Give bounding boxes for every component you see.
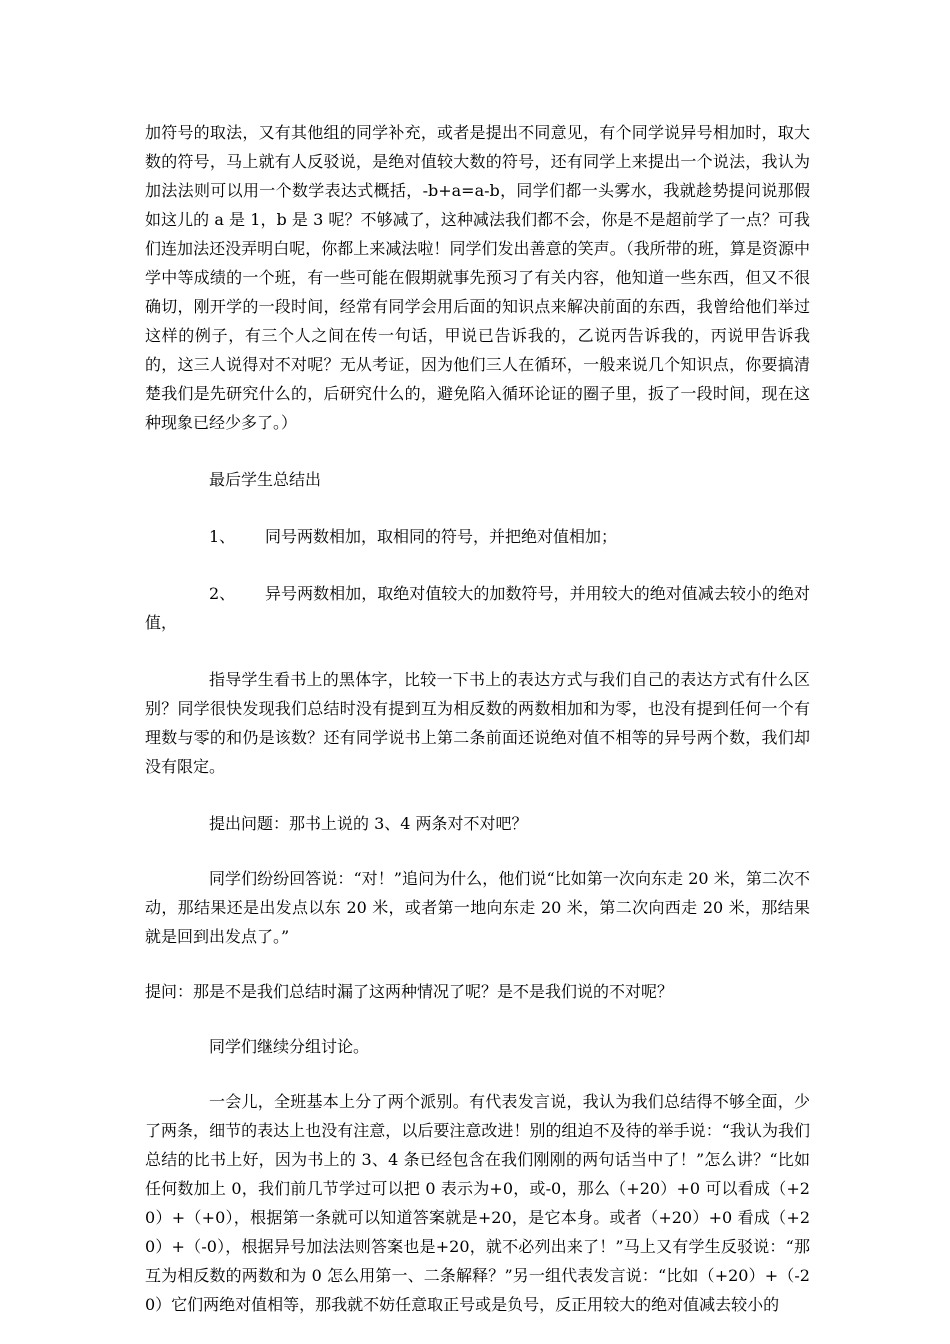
rule-item-1 (145, 522, 810, 551)
rule-number-1: 1、 (209, 527, 236, 546)
paragraph-debate: 一会儿，全班基本上分了两个派别。有代表发言说，我认为我们总结得不够全面，少了两条，细节的表达上也没有注意，以后要注意改进！别的组迫不及待的举手说：“我认为我们总结的比书上好，因为书上的 3、4 条已经包含在我们刚刚的两句话当中了！”怎么讲？“比如任何数加上 0，我们前几节学过可以把 0 表示为+0，或-0，那么（+20）+0 可以看成（+20）+（+0），根据第一条就可以知道答案就是+20，是它本身。或者（+20）+0 看成（+20）+（-0），根据异号加法法则答案也是+20，就不必列出来了！”马上又有学生反驳说：“那互为相反数的两数和为 0 怎么用第一、二条解释？”另一组代表发言说：“比如（+20）+（-20）它们两绝对值相等，那我就不妨任意取正号或是负号，反正用较大的绝对值减去较小的 (145, 1092, 810, 1314)
paragraph-group-discussion: 同学们继续分组讨论。 (209, 1037, 370, 1056)
document-page (145, 118, 810, 1319)
rule-number-2: 2、 (209, 584, 236, 603)
paragraph-textbook-comparison: 指导学生看书上的黑体字，比较一下书上的表达方式与我们自己的表达方式有什么区别？同学很快发现我们总结时没有提到互为相反数的两数相加和为零，也没有提到任何一个有理数与零的和仍是该数？还有同学说书上第二条前面还说绝对值不相等的异号两个数，我们却没有限定。 (145, 670, 810, 776)
paragraph-addition-sign-discussion: 加符号的取法，又有其他组的同学补充，或者是提出不同意见，有个同学说异号相加时，取大数的符号，马上就有人反驳说，是绝对值较大数的符号，还有同学上来提出一个说法，我认为加法法则可以用一个数学表达式概括，-b+a=a-b，同学们都一头雾水，我就趁势提问说那假如这儿的 a 是 1，b 是 3 呢？不够减了，这种减法我们都不会，你是不是超前学了一点？可我们连加法还没弄明白呢，你都上来减法啦！同学们发出善意的笑声。（我所带的班，算是资源中学中等成绩的一个班，有一些可能在假期就事先预习了有关内容，他知道一些东西，但又不很确切，刚开学的一段时间，经常有同学会用后面的知识点来解决前面的东西，我曾给他们举过这样的例子，有三个人之间在传一句话，甲说已告诉我的，乙说丙告诉我的，丙说甲告诉我的，这三人说得对不对呢？无从考证，因为他们三人在循环，一般来说几个知识点，你要搞清楚我们是先研究什么的，后研究什么的，避免陷入循环论证的圈子里，扳了一段时间，现在这种现象已经少多了。） (145, 123, 810, 432)
paragraph-question-rules-3-4: 提出问题：那书上说的 3、4 两条对不对吧？ (209, 814, 528, 833)
rule-text-1: 同号两数相加，取相同的符号，并把绝对值相加； (265, 527, 618, 546)
paragraph-follow-up-question: 提问：那是不是我们总结时漏了这两种情况了呢？是不是我们说的不对呢？ (145, 982, 674, 1001)
rule-item-2 (145, 579, 810, 637)
paragraph-summary-intro: 最后学生总结出 (209, 470, 322, 489)
rule-text-2: 异号两数相加，取绝对值较大的加数符号，并用较大的绝对值减去较小的绝对值， (145, 584, 810, 632)
paragraph-students-answer: 同学们纷纷回答说：“对！”追问为什么，他们说“比如第一次向东走 20 米，第二次不动，那结果还是出发点以东 20 米，或者第一地向东走 20 米，第二次向西走 20 米，那结果就是回到出发点了。” (145, 869, 810, 946)
